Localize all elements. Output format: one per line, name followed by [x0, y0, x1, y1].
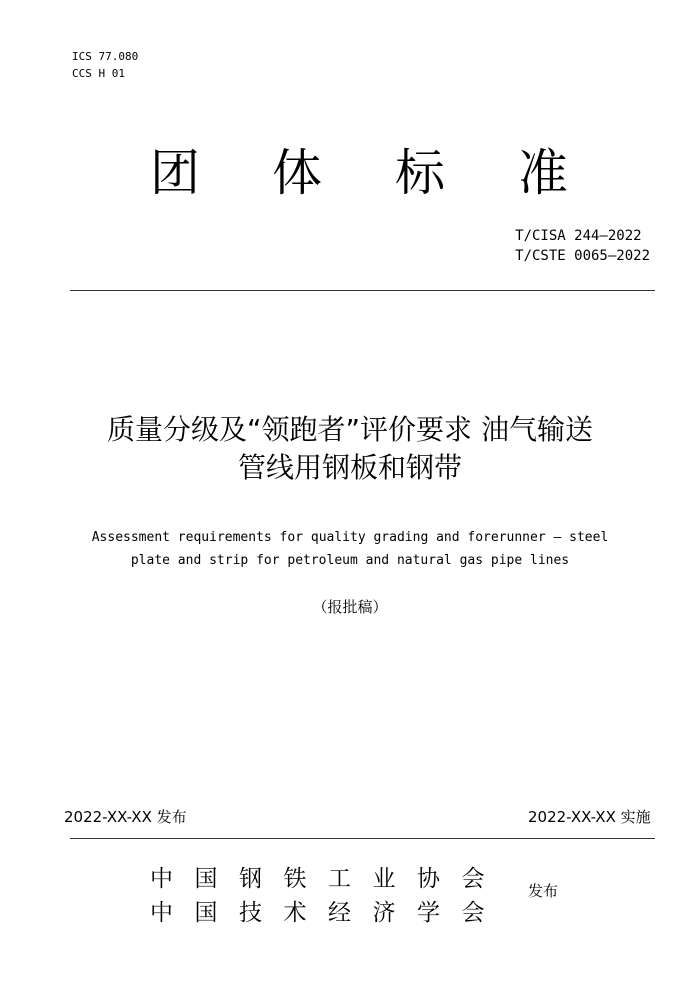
org2-char: 国 [194, 900, 218, 926]
org2-char: 济 [372, 900, 396, 926]
org1-char: 钢 [239, 866, 262, 892]
org2-char: 术 [283, 900, 307, 926]
english-title-line-1: Assessment requirements for quality grading and forerunner — steel [91, 530, 609, 545]
org1-char: 国 [194, 866, 218, 892]
english-title-line-2: plate and strip for petroleum and natural gas pipe lines [130, 553, 570, 568]
english-title [0, 526, 700, 572]
standard-codes [515, 226, 650, 266]
org1-char: 会 [461, 866, 485, 892]
footer-divider [70, 838, 655, 839]
org1-char: 业 [372, 866, 396, 892]
org1-char: 工 [328, 866, 351, 892]
org1-char: 中 [150, 866, 173, 892]
doc-type-char-3: 标 [395, 144, 445, 202]
chinese-title-line-1: 质量分级及“领跑者”评价要求 油气输送 [107, 413, 593, 446]
issuer-org-1 [150, 860, 506, 893]
standard-code-cisa: T/CISA 244—2022 [515, 228, 642, 244]
standard-code-cste: T/CSTE 0065—2022 [515, 248, 650, 264]
org2-char: 学 [417, 900, 440, 926]
doc-type-char-2: 体 [272, 144, 322, 202]
issuer-org-2 [150, 894, 506, 927]
publish-label: 发布 [528, 882, 559, 900]
document-type-title [0, 140, 700, 210]
draft-status: （报批稿） [312, 598, 388, 616]
ics-code: ICS 77.080 [72, 50, 139, 63]
doc-type-char-4: 准 [518, 144, 568, 202]
org1-char: 铁 [283, 866, 307, 892]
header-divider [70, 290, 655, 291]
ccs-code: CCS H 01 [72, 67, 125, 80]
org2-char: 经 [328, 900, 351, 926]
classification-block [72, 48, 138, 82]
org2-char: 会 [461, 900, 485, 926]
doc-type-char-1: 团 [150, 144, 200, 202]
chinese-title-line-2: 管线用钢板和钢带 [237, 451, 462, 484]
implement-date: 2022-XX-XX 实施 [528, 808, 651, 826]
org1-char: 协 [417, 866, 440, 892]
org2-char: 技 [239, 900, 262, 926]
org2-char: 中 [150, 900, 173, 926]
publish-date: 2022-XX-XX 发布 [64, 808, 187, 826]
chinese-title [0, 411, 700, 487]
